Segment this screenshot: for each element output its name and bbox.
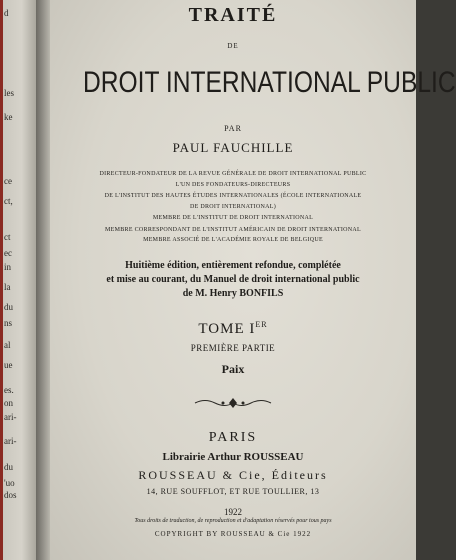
title-line-2: DROIT INTERNATIONAL PUBLIC <box>82 66 456 99</box>
credential-line: DE L'INSTITUT DES HAUTES ÉTUDES INTERNATIONALES (ÉCOLE INTERNATIONALE <box>104 193 362 199</box>
author-name: PAUL FAUCHILLE <box>172 140 294 155</box>
credential-line: MEMBRE CORRESPONDANT DE L'INSTITUT AMÉRICAIN DE DROIT INTERNATIONAL <box>104 227 361 233</box>
left-page-fragment: la <box>4 282 11 292</box>
left-page-fragment: ec <box>4 248 12 258</box>
left-page-fragment: ue <box>4 360 13 370</box>
left-page-fragment: ari- <box>4 436 17 446</box>
librairie-label: Librairie Arthur ROUSSEAU <box>162 451 304 463</box>
left-page-fragment: du <box>4 462 13 472</box>
left-page-fragment: d <box>4 8 9 18</box>
edition-line: Huitième édition, entièrement refondue, complétée <box>125 260 341 271</box>
left-page-fragment: on <box>4 398 13 408</box>
left-page-fragment: 'uo <box>4 478 15 488</box>
paix-label: Paix <box>221 362 245 376</box>
left-page-fragment: in <box>4 262 12 272</box>
left-page-fragment: ce <box>4 176 12 186</box>
title-page <box>50 0 456 560</box>
partie-label: PREMIÈRE PARTIE <box>190 343 276 353</box>
edition-line: et mise au courant, du Manuel de droit international public <box>106 274 360 285</box>
left-page-fragment: es. <box>4 385 14 395</box>
left-page-fragment: ct <box>4 232 11 242</box>
address-label: 14, RUE SOUFFLOT, ET RUE TOULLIER, 13 <box>146 487 320 496</box>
left-page-fragment: ari- <box>4 412 17 422</box>
tome-label <box>50 320 416 338</box>
par-label: PAR <box>224 124 242 133</box>
title-de: DE <box>227 42 239 50</box>
credential-line: MEMBRE ASSOCIÉ DE L'ACADÉMIE ROYALE DE BELGIQUE <box>143 237 323 243</box>
left-page-fragment: les <box>4 88 14 98</box>
year-label: 1922 <box>224 507 242 517</box>
left-page-edge <box>0 0 36 560</box>
tome-superscript: ER <box>255 320 268 329</box>
left-page-fragment: ns <box>4 318 13 328</box>
credential-line: DIRECTEUR-FONDATEUR DE LA REVUE GÉNÉRALE DE DROIT INTERNATIONAL PUBLIC <box>99 171 367 177</box>
tome-text: TOME I <box>198 321 256 337</box>
edition-line: de M. Henry BONFILS <box>182 288 284 299</box>
credential-line: DE DROIT INTERNATIONAL) <box>189 204 277 210</box>
copyright-notice: COPYRIGHT BY ROUSSEAU & Cie 1922 <box>154 530 312 538</box>
credential-line: L'UN DES FONDATEURS-DIRECTEURS <box>175 182 291 188</box>
left-page-fragment: ke <box>4 112 13 122</box>
publisher-label: ROUSSEAU & Cie, Éditeurs <box>138 468 328 482</box>
book-gutter <box>36 0 50 560</box>
red-page-edge <box>0 0 3 560</box>
left-page-fragment: dos <box>4 490 17 500</box>
title-line-1: TRAITÉ <box>188 4 278 26</box>
left-page-fragment: ct, <box>4 196 13 206</box>
rights-notice: Tous droits de traduction, de reproduction et d'adaptation réservés pour tous pays <box>134 518 332 524</box>
left-page-fragment: al <box>4 340 11 350</box>
credential-line: MEMBRE DE L'INSTITUT DE DROIT INTERNATIONAL <box>152 215 314 221</box>
city-label: PARIS <box>208 430 258 445</box>
left-page-fragment: du <box>4 302 13 312</box>
ornament-icon <box>50 396 416 415</box>
